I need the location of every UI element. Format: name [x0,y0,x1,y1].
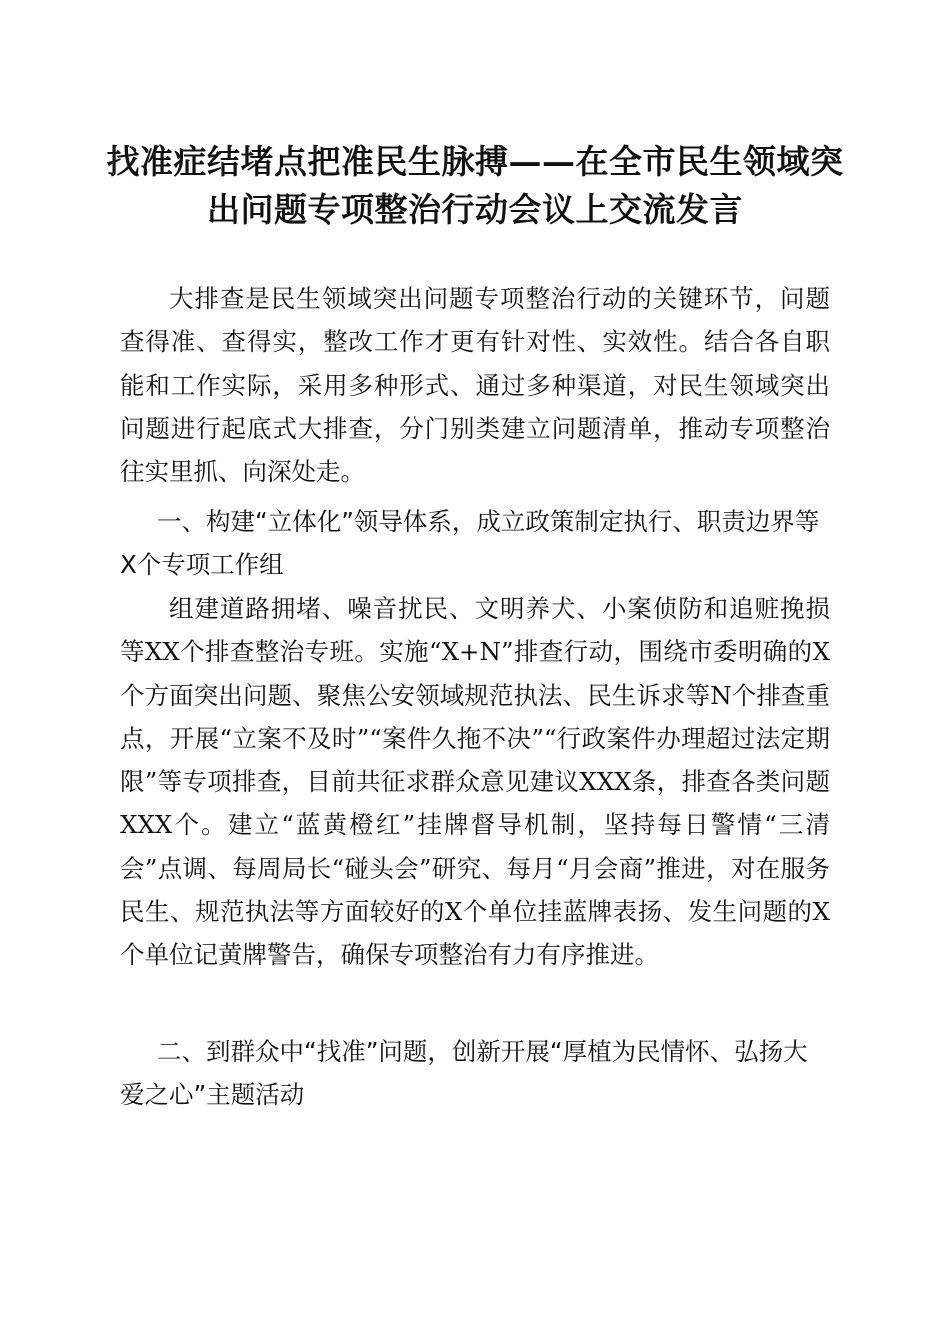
intro-paragraph: 大排查是民生领域突出问题专项整治行动的关键环节，问题查得准、查得实，整改工作才更有针对性、实效性。结合各自职能和工作实际，采用多种形式、通过多种渠道，对民生领域突出问题进行起底式大排查，分门别类建立问题清单，推动专项整治往实里抓、向深处走。 [120,284,830,487]
section-paragraph-1: 组建道路拥堵、噪音扰民、文明养犬、小案侦防和追赃挽损等XX个排查整治专班。实施“X+N”排查行动，围绕市委明确的X个方面突出问题、聚焦公安领域规范执法、民生诉求等N个排查重点，开展“立案不及时”“案件久拖不决”“行政案件办理超过法定期限”等专项排查，目前共征求群众意见建议XXX条，排查各类问题XXX个。建立“蓝黄橙红”挂牌督导机制，坚持每日警情“三清会”点调、每周局长“碰头会”研究、每月“月会商”推进，对在服务民生、规范执法等方面较好的X个单位挂蓝牌表扬、发生问题的X个单位记黄牌警告，确保专项整治有力有序推进。 [120,594,830,970]
section-heading-2: 二、到群众中“找准”问题，创新开展“厚植为民情怀、弘扬大爱之心”主题活动 [120,1037,808,1110]
section-heading-1: 一、构建“立体化”领导体系，成立政策制定执行、职责边界等X个专项工作组 [120,507,820,580]
document-title: 找准症结堵点把准民生脉搏——在全市民生领域突出问题专项整治行动会议上交流发言 [106,142,844,229]
